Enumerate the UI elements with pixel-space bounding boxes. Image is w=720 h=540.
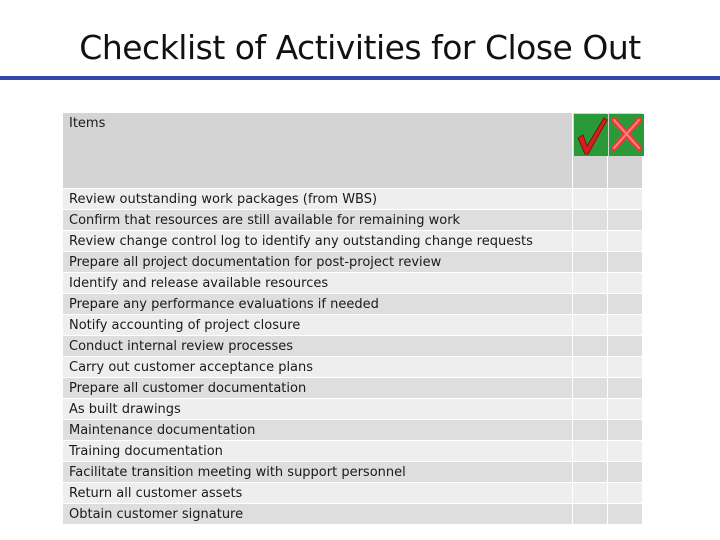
x-mark-icon [609,114,644,156]
title-underline [0,76,720,80]
table-row [63,189,643,210]
table-row [63,504,643,525]
checklist-item: Training documentation [63,441,573,462]
done-checkbox-cell[interactable] [573,252,608,273]
done-checkbox-cell[interactable] [573,336,608,357]
not-done-checkbox-cell[interactable] [608,210,643,231]
not-done-checkbox-cell[interactable] [608,378,643,399]
done-checkbox-cell[interactable] [573,210,608,231]
done-checkbox-cell[interactable] [573,189,608,210]
table-row [63,378,643,399]
done-checkbox-cell[interactable] [573,357,608,378]
checklist-item: Obtain customer signature [63,504,573,525]
table-row [63,273,643,294]
checklist-item: Review outstanding work packages (from WBS) [63,189,573,210]
table-row [63,483,643,504]
slide-title: Checklist of Activities for Close Out [79,28,641,67]
done-checkbox-cell[interactable] [573,504,608,525]
done-checkbox-cell[interactable] [573,441,608,462]
done-checkbox-cell[interactable] [573,231,608,252]
checklist-item: Identify and release available resources [63,273,573,294]
checklist-item: Notify accounting of project closure [63,315,573,336]
checklist-item: Facilitate transition meeting with support personnel [63,462,573,483]
done-checkbox-cell[interactable] [573,294,608,315]
done-checkbox-cell[interactable] [573,483,608,504]
checklist-item: Conduct internal review processes [63,336,573,357]
table-row [63,441,643,462]
items-column-header: Items [63,113,573,189]
done-checkbox-cell[interactable] [573,273,608,294]
table-row [63,420,643,441]
done-column-header [573,113,608,189]
not-done-checkbox-cell[interactable] [608,294,643,315]
checklist-item: Confirm that resources are still available for remaining work [63,210,573,231]
table-row [63,399,643,420]
not-done-checkbox-cell[interactable] [608,231,643,252]
checklist-item: Prepare any performance evaluations if needed [63,294,573,315]
not-done-column-header [608,113,643,189]
close-out-checklist-table [62,112,643,525]
done-checkbox-cell[interactable] [573,420,608,441]
table-row [63,336,643,357]
checklist-item: Return all customer assets [63,483,573,504]
done-checkbox-cell[interactable] [573,315,608,336]
checklist-item: Maintenance documentation [63,420,573,441]
table-row [63,357,643,378]
done-checkbox-cell[interactable] [573,399,608,420]
not-done-checkbox-cell[interactable] [608,315,643,336]
not-done-checkbox-cell[interactable] [608,441,643,462]
checklist-item: Carry out customer acceptance plans [63,357,573,378]
not-done-checkbox-cell[interactable] [608,336,643,357]
not-done-checkbox-cell[interactable] [608,189,643,210]
table-row [63,231,643,252]
not-done-checkbox-cell[interactable] [608,357,643,378]
checklist-item: Prepare all customer documentation [63,378,573,399]
not-done-checkbox-cell[interactable] [608,252,643,273]
not-done-checkbox-cell[interactable] [608,420,643,441]
checklist-item: As built drawings [63,399,573,420]
not-done-checkbox-cell[interactable] [608,399,643,420]
not-done-checkbox-cell[interactable] [608,273,643,294]
table-row [63,462,643,483]
table-row [63,294,643,315]
not-done-checkbox-cell[interactable] [608,483,643,504]
checklist-item: Review change control log to identify any outstanding change requests [63,231,573,252]
table-row [63,252,643,273]
table-row [63,210,643,231]
checklist-item: Prepare all project documentation for post-project review [63,252,573,273]
not-done-checkbox-cell[interactable] [608,504,643,525]
done-checkbox-cell[interactable] [573,462,608,483]
table-header-row [63,113,643,189]
table-row [63,315,643,336]
done-checkbox-cell[interactable] [573,378,608,399]
check-mark-icon [574,114,609,156]
not-done-checkbox-cell[interactable] [608,462,643,483]
